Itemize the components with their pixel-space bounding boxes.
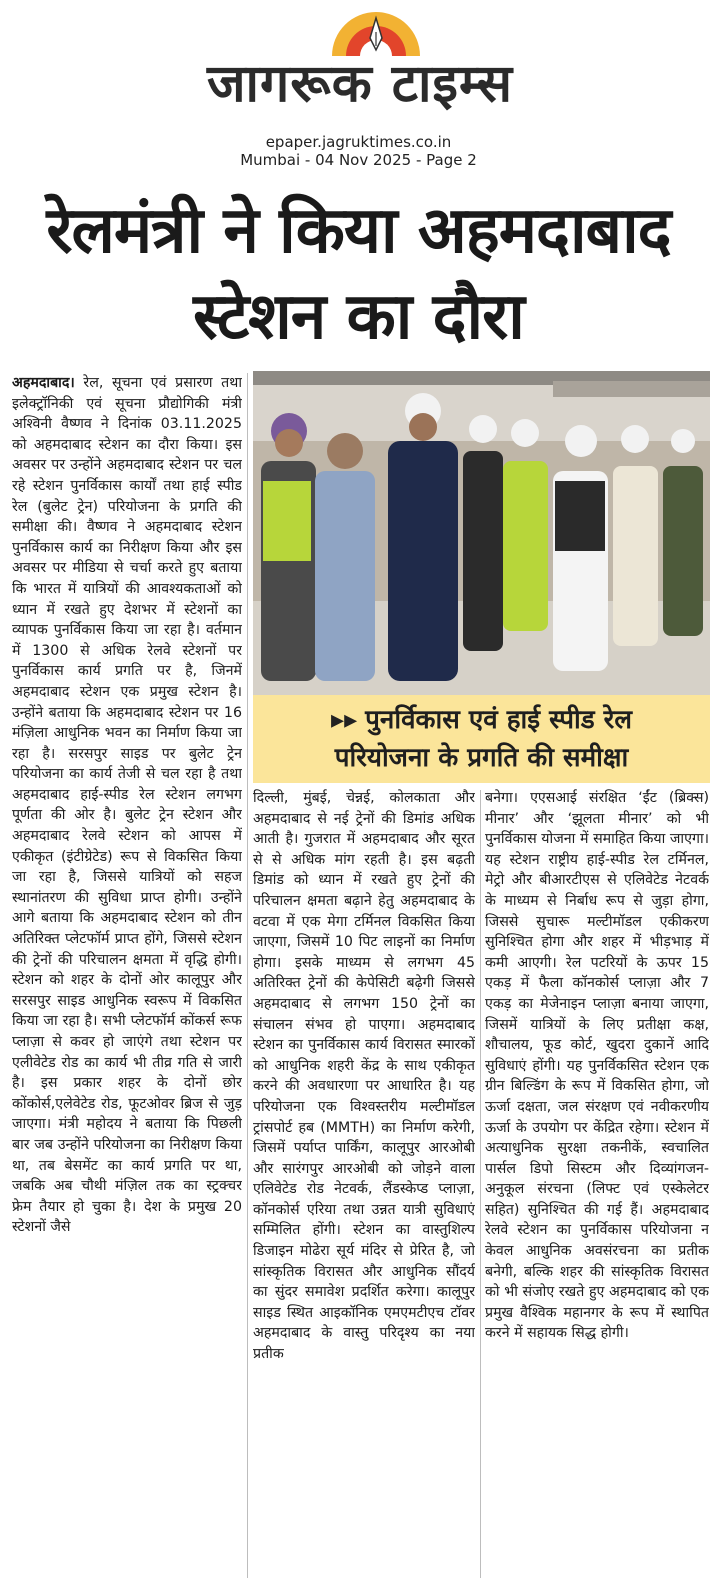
column-1-text: रेल, सूचना एवं प्रसारण तथा इलेक्ट्रॉनिकी एवं सूचना प्रौद्योगिकी मंत्री अश्विनी वैष्णव ने दिनांक 03.11.2025 को अहमदाबाद स्टेशन का दौरा किया। इस अवसर पर उन्होंने अहमदाबाद स्टेशन पर चल रहे स्टेशन पुनर्विकास कार्यों तथा हाई स्पीड रेल (बुलेट ट्रेन) परियोजना के प्रगति की समीक्षा की। वैष्णव ने अहमदाबाद स्टेशन पुनर्विकास कार्य का निरीक्षण किया और इस अवसर पर मीडिया से चर्चा करते हुए बताया कि भारत में यात्रियों की आवश्यकताओं को ध्यान में रखते हुए देशभर में स्टेशनों का व्यापक पुनर्विकास किया जा रहा है। वर्तमान में 1300 से अधिक रेलवे स्टेशनों पर पुनर्विकास कार्य प्रगति पर है, जिनमें अहमदाबाद स्टेशन एक प्रमुख स्टेशन है। उन्होंने बताया कि अहमदाबाद स्टेशन पर 16 मंज़िला आधुनिक भवन का निर्माण किया जा रहा है। सरसपुर साइड पर बुलेट ट्रेन परियोजना का कार्य तेजी से चल रहा है तथा अहमदाबाद हाई-स्पीड रेल स्टेशन लगभग पूर्णता की ओर है। बुलेट ट्रेन स्टेशन और अहमदाबाद रेलवे स्टेशन को आपस में एकीकृत (इंटीग्रेटेड) रूप से विकसित किया जा रहा है, जिससे यात्रियों को सहज स्थानांतरण की सुविधा प्राप्त होगी। उन्होंने आगे बताया कि अहमदाबाद स्टेशन को तीन अतिरिक्त प्लेटफॉर्म प्राप्त होंगे, जिससे स्टेशन की ट्रेनों की परिचालन क्षमता में वृद्धि होगी। स्टेशन को शहर के दोनों ओर कालूपुर और सरसपुर साइड आधुनिक स्वरूप में विकसित किया जा रहा है। सभी प्लेटफॉर्म कोंकर्स रूफ प्लाज़ा से कवर हो जाएंगे तथा स्टेशन पर एलीवेटेड रोड का कार्य भी तीव्र गति से जारी है। इस प्रकार शहर के दोनों छोर कोंकोर्स,एलेवेटेड रोड, फूटओवर ब्रिज से जुड़ जाएगा। मंत्री महोदय ने बताया कि पिछली बार जब उन्होंने परियोजना का निरीक्षण किया था, तब बेसमेंट का कार्य प्रगति पर था, जबकि अब चौथी मंज़िल तक का स्ट्रक्चर फ्रेम तैयार हो चुका है। देश के प्रमुख 20 स्टेशनों जैसे [12,375,242,1236]
sub-headline-box [253,695,710,783]
article-column-2: दिल्ली, मुंबई, चेन्नई, कोलकाता और अहमदाबाद से नई ट्रेनों की डिमांड अधिक आती है। गुजरात में अहमदाबाद और सूरत से से अधिक मांग रहती है। इस बढ़ती डिमांड को ध्यान में रखते हुए ट्रेनों की परिचालन क्षमता बढ़ाने हेतु अहमदाबाद के वटवा में एक मेगा टर्मिनल विकसित किया जाएगा, जिसमें 10 पिट लाइनों का निर्माण होगा। इसके माध्यम से लगभग 45 अतिरिक्त ट्रेनों की केपेसिटी बढ़ेगी जिससे अहमदाबाद से लगभग 150 ट्रेनों का संचालन संभव हो पाएगा। अहमदाबाद स्टेशन का पुनर्विकास कार्य विरासत स्मारकों को आधुनिक शहरी केंद्र के साथ एकीकृत करने की अवधारणा पर आधारित है। यह परियोजना एक विश्वस्तरीय मल्टीमॉडल ट्रांसपोर्ट हब (MMTH) का निर्माण करेगी, जिसमें पर्याप्त पार्किंग, कालूपुर आरओबी और सारंगपुर आरओबी को जोड़ने वाला एलिवेटेड रोड नेटवर्क, लैंडस्केप्ड प्लाज़ा, कॉनकोर्स एरिया तथा उन्नत यात्री सुविधाएं सम्मिलित होंगी। स्टेशन का वास्तुशिल्प डिजाइन मोढेरा सूर्य मंदिर से प्रेरित है, जो सांस्कृतिक विरासत और आधुनिक सौंदर्य का सुंदर समावेश प्रदर्शित करेगा। कालूपुर साइड स्थित आइकॉनिक एमएमटीएच टॉवर अहमदाबाद के वास्तु परिदृश्य का नया प्रतीक [253,790,475,1363]
edition-info [0,133,717,169]
sub-headline-line-1: ▸▸ पुनर्विकास एवं हाई स्पीड रेल [331,705,632,735]
double-arrow-icon: ▸▸ [331,705,358,735]
epaper-url[interactable]: epaper.jagruktimes.co.in [265,133,452,151]
news-photo [253,371,710,695]
photo-illustration [253,371,710,695]
newspaper-logo: जागरूक टाइम्स [206,54,514,114]
article-column-3: बनेगा। एएसआई संरक्षित ‘ईंट (ब्रिक्स) मीनार’ और ‘झूलता मीनार’ को भी पुनर्विकास योजना में समाहित किया जाएगा। यह स्टेशन राष्ट्रीय हाई-स्पीड रेल टर्मिनल, मेट्रो और बीआरटीएस से एलिवेटेड नेटवर्क के माध्यम से निर्बाध रूप से जुड़ा होगा, जिससे सुचारू मल्टीमॉडल एकीकरण सुनिश्चित होगा और शहर में भीड़भाड़ में कमी आएगी। रेल पटरियों के ऊपर 15 एकड़ में फैला कॉनकोर्स प्लाज़ा और 7 एकड़ का मेजेनाइन प्लाज़ा बनाया जाएगा, जिसमें यात्रियों के लिए प्रतीक्षा कक्ष, शौचालय, फूड कोर्ट, खुदरा दुकानें आदि सुविधाएं होंगी। यह पुनर्विकसित स्टेशन एक ग्रीन बिल्डिंग के रूप में विकसित होगा, जो ऊर्जा दक्षता, जल संरक्षण एवं नवीकरणीय ऊर्जा के उपयोग पर केंद्रित रहेगा। स्टेशन में अत्याधुनिक सुरक्षा तकनीकें, स्वचालित पार्सल डिपो सिस्टम और दिव्यांगजन-अनुकूल संरचना (लिफ्ट एवं एस्केलेटर सहित) सुनिश्चित की गई हैं। अहमदाबाद रेलवे स्टेशन का पुनर्विकास परियोजना न केवल आधुनिक अवसंरचना का प्रतीक बनेगी, बल्कि शहर की सांस्कृतिक विरासत को भी संजोए रखते हुए अहमदाबाद को एक प्रमुख वैश्विक महानगर के रूप में स्थापित करने में सहायक सिद्ध होगी। [485,790,709,1342]
sub-headline-line-2: परियोजना के प्रगति की समीक्षा [334,743,629,773]
headline-line-1: रेलमंत्री ने किया अहमदाबाद [46,194,671,268]
edition-line: Mumbai - 04 Nov 2025 - Page 2 [240,151,477,169]
column-divider [247,373,248,1578]
dateline: अहमदाबाद। [12,375,75,391]
column-divider [480,790,481,1578]
article-column-1 [12,373,242,1578]
masthead [0,0,717,180]
article-headline [0,188,717,360]
headline-line-2: स्टेशन का दौरा [193,280,524,354]
